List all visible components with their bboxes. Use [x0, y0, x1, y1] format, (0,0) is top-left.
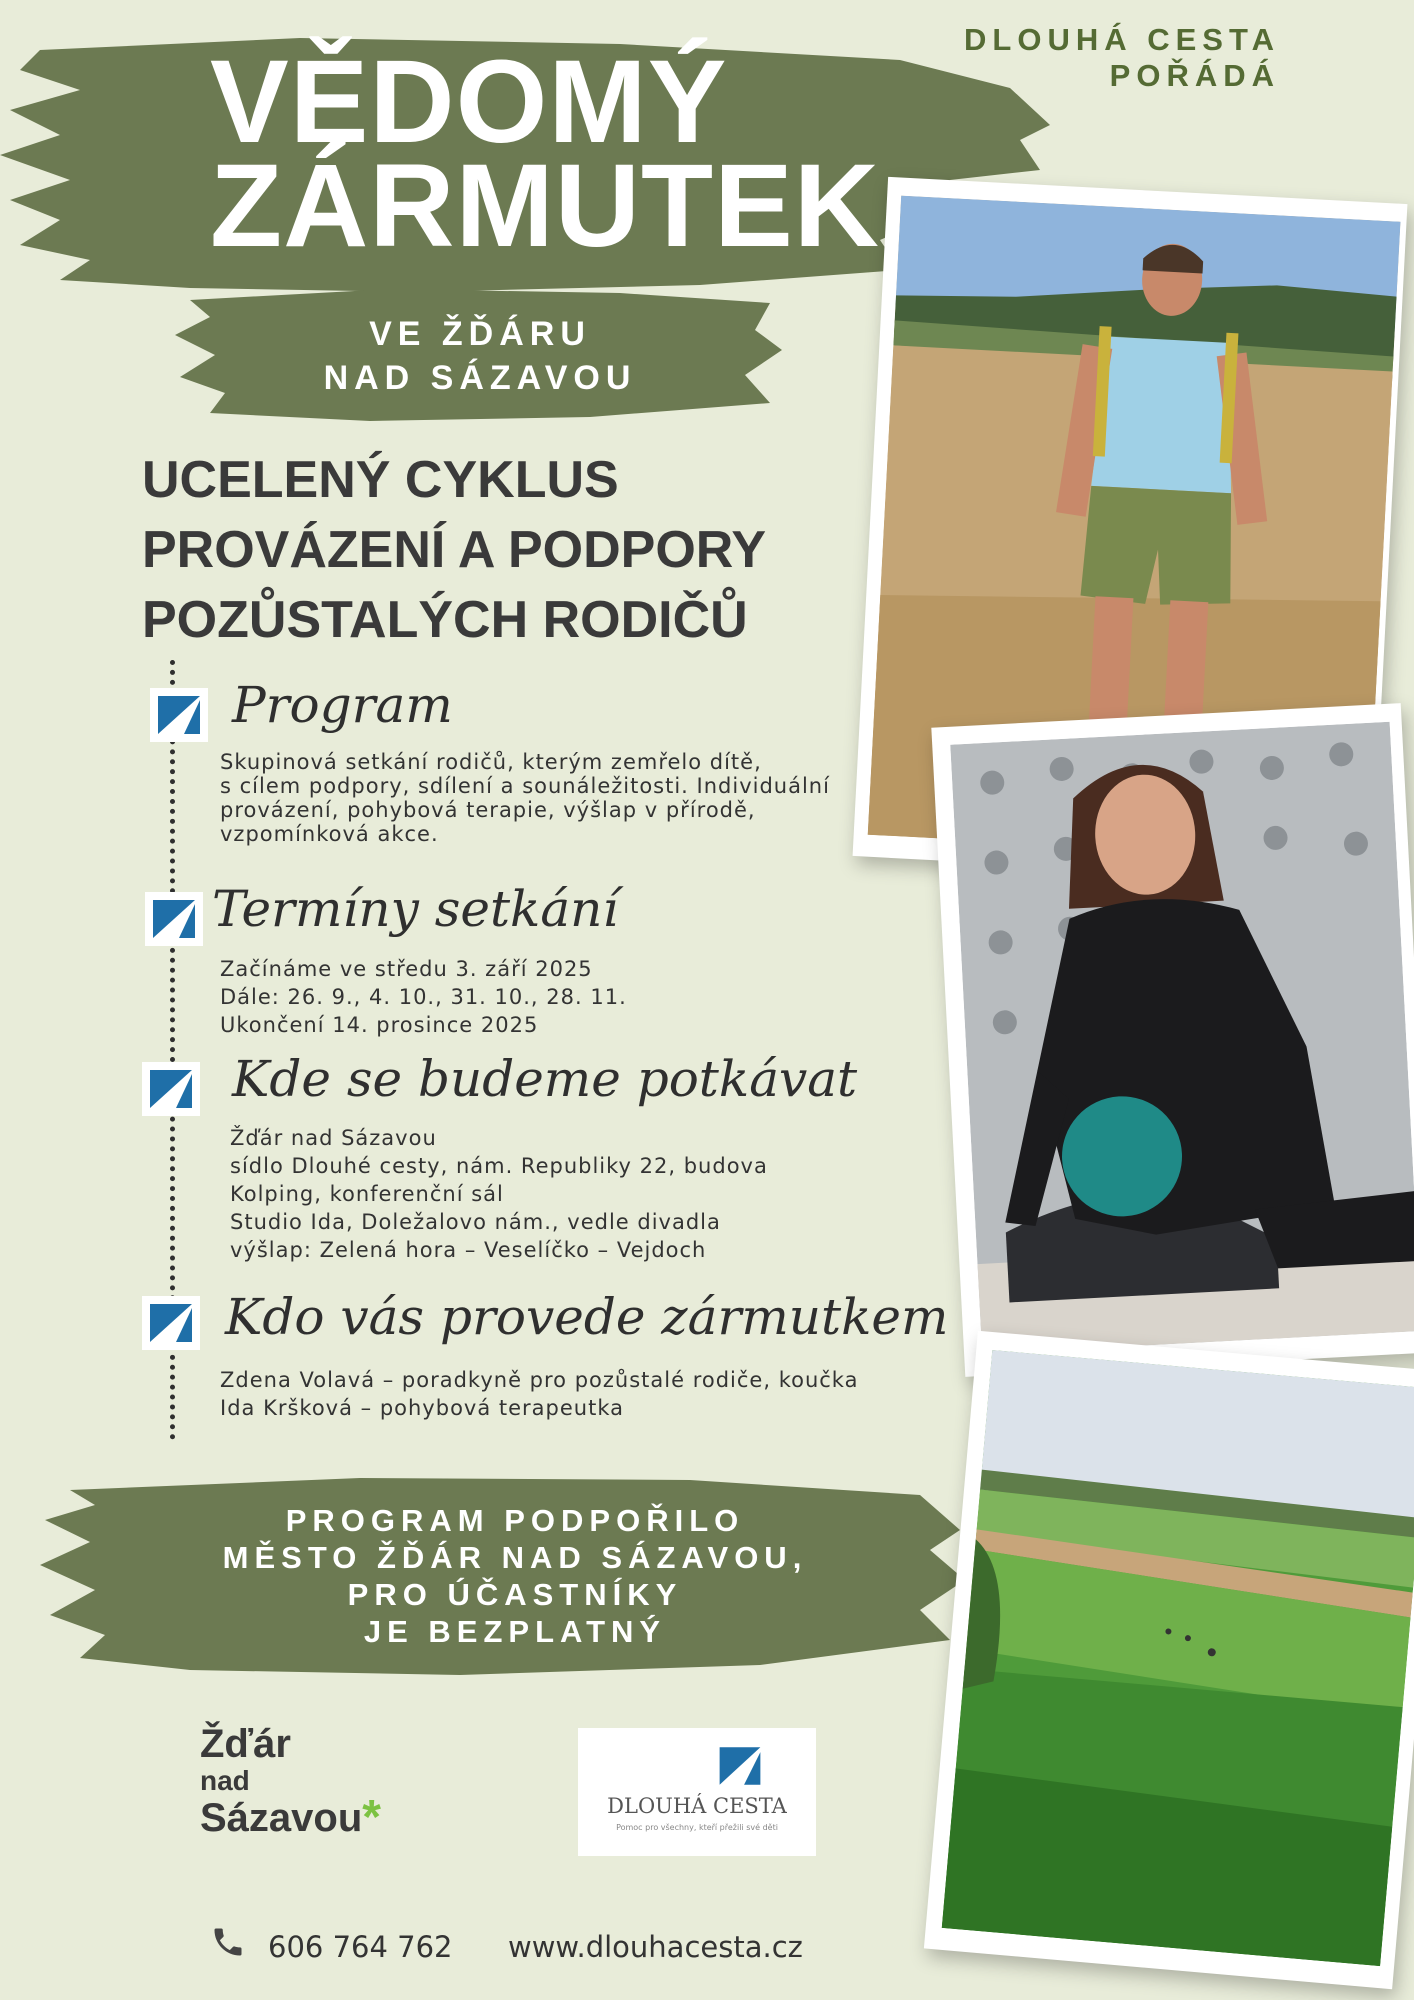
photo-therapist [931, 703, 1414, 1377]
organizer-line-1: DLOUHÁ CESTA [964, 22, 1280, 57]
section-line: Začínáme ve středu 3. září 2025 [220, 957, 593, 981]
org-logo-tagline: Pomoc pro všechny, kteří přežili své děti [616, 1823, 778, 1832]
title-line-1: VĚDOMÝ [210, 36, 728, 168]
section-line: Ida Kršková – pohybová terapeutka [220, 1396, 624, 1420]
headline-line-3: POZŮSTALÝCH RODIČŮ [142, 591, 748, 649]
website-link[interactable]: www.dlouhacesta.cz [508, 1930, 803, 1964]
city-star-icon: * [362, 1791, 381, 1844]
location-subtitle [230, 312, 730, 400]
support-line-1: PROGRAM PODPOŘILO [285, 1503, 745, 1538]
section-line: Kolping, konferenční sál [230, 1182, 504, 1206]
square-logo-icon [145, 892, 203, 946]
support-notice [150, 1502, 880, 1650]
square-logo-icon [150, 688, 208, 742]
headline [142, 445, 766, 655]
support-line-3: PRO ÚČASTNÍKY [347, 1577, 683, 1612]
section-line: vzpomínková akce. [220, 822, 439, 846]
section-title-guides: Kdo vás provede zármutkem [225, 1288, 949, 1346]
section-line: Dále: 26. 9., 4. 10., 31. 10., 28. 11. [220, 985, 627, 1009]
section-line: s cílem podpory, sdílení a sounáležitosti. Individuální [220, 774, 830, 798]
square-logo-icon [142, 1296, 200, 1350]
city-logo-line-1: Žďár [200, 1722, 291, 1766]
support-line-2: MĚSTO ŽĎÁR NAD SÁZAVOU, [222, 1540, 808, 1575]
phone-number[interactable]: 606 764 762 [268, 1930, 453, 1964]
photo-meadow [924, 1331, 1414, 1990]
city-logo-line-2: nad [200, 1765, 250, 1796]
org-logo-icon [716, 1744, 764, 1788]
support-line-4: JE BEZPLATNÝ [363, 1614, 667, 1649]
subtitle-line-2: NAD SÁZAVOU [323, 359, 637, 397]
section-line: Skupinová setkání rodičů, kterým zemřelo dítě, [220, 750, 762, 774]
headline-line-1: UCELENÝ CYKLUS [142, 451, 619, 509]
phone-icon [210, 1924, 246, 1960]
subtitle-line-1: VE ŽĎÁRU [369, 315, 591, 353]
org-logo-name: DLOUHÁ CESTA [607, 1794, 787, 1818]
section-text-dates [220, 955, 627, 1039]
square-logo-icon [142, 1062, 200, 1116]
section-title-venue: Kde se budeme potkávat [232, 1050, 858, 1108]
city-logo [200, 1722, 381, 1844]
org-logo [578, 1728, 816, 1856]
section-line: Studio Ida, Doležalovo nám., vedle divadla [230, 1210, 721, 1234]
section-line: výšlap: Zelená hora – Veselíčko – Vejdoch [230, 1238, 707, 1262]
section-line: sídlo Dlouhé cesty, nám. Republiky 22, budova [230, 1154, 768, 1178]
section-title-dates: Termíny setkání [212, 880, 619, 938]
organizer-label [930, 22, 1280, 94]
section-text-venue [230, 1124, 768, 1264]
page-title [210, 36, 881, 272]
section-line: Žďár nad Sázavou [230, 1126, 437, 1150]
city-logo-line-3-wrap [200, 1791, 381, 1844]
section-text-program [220, 748, 830, 848]
section-line: provázení, pohybová terapie, výšlap v přírodě, [220, 798, 756, 822]
organizer-line-2: POŘÁDÁ [1109, 58, 1280, 93]
headline-line-2: PROVÁZENÍ A PODPORY [142, 521, 767, 579]
city-logo-line-3: Sázavou [200, 1796, 363, 1840]
section-text-guides [220, 1366, 858, 1422]
title-line-2: ZÁRMUTEK [210, 140, 881, 272]
section-title-program: Program [232, 676, 453, 734]
section-line: Zdena Volavá – poradkyně pro pozůstalé rodiče, koučka [220, 1368, 859, 1392]
section-line: Ukončení 14. prosince 2025 [220, 1013, 539, 1037]
